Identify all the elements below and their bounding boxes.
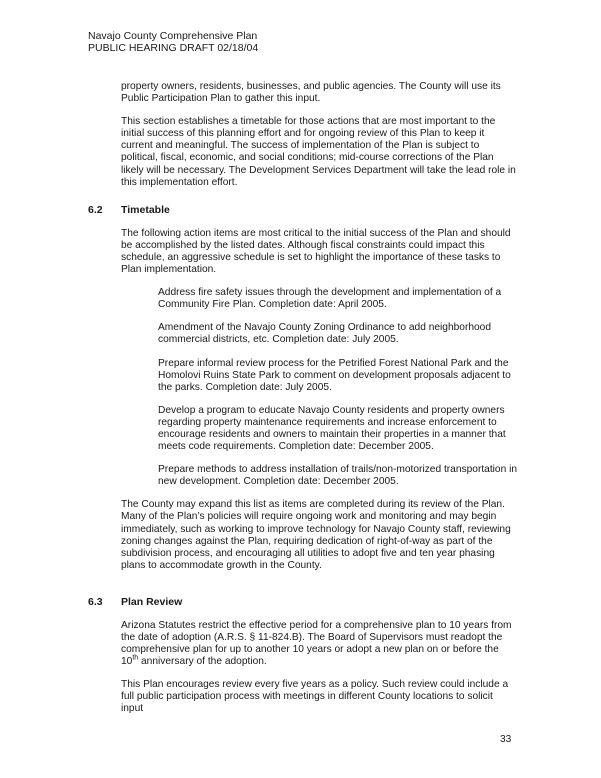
action-item: Amendment of the Navajo County Zoning Ordinance to add neighborhood commercial districts, etc. Completion date: July 2005.	[158, 322, 492, 346]
action-items-list	[121, 287, 517, 488]
intro-paragraph-2: This section establishes a timetable for those actions that are most important to the initial success of this planning effort and for ongoing review of this Plan to keep it current and meaningful. The success of implementation of the Plan is subject to political, fiscal, economic, and social conditions; mid-course corrections of the Plan likely will be necessary. The Development Services Department will take the lead role in this implementation effort.	[121, 116, 516, 188]
section-number: 6.2	[88, 203, 103, 216]
body-text	[88, 81, 518, 727]
plan-review-paragraph-1: Arizona Statutes restrict the effective period for a comprehensive plan to 10 years from the date of adoption (A.R.S. § 11-824.B). The Board of Supervisors must readopt the comprehensive plan for up to another 10 years or adopt a new plan on or before the 10th anniversary of the adoption.	[121, 619, 512, 668]
action-item: Develop a program to educate Navajo County residents and property owners regarding property maintenance requirements and increase enforcement to encourage residents and owners to maintain their properties in a manner that meets code requirements. Completion date: December 2005.	[158, 404, 506, 453]
header-plan-title: Navajo County Comprehensive Plan	[88, 30, 258, 42]
section-number: 6.3	[88, 595, 103, 608]
action-item: Address fire safety issues through the development and implementation of a Community Fire Plan. Completion date: April 2005.	[158, 287, 502, 311]
plan-review-paragraph-2: This Plan encourages review every five years as a policy. Such review could include a full public participation process with meetings in different County locations to solicit input	[121, 679, 509, 715]
section-heading-plan-review	[88, 596, 517, 608]
header-draft-date: PUBLIC HEARING DRAFT 02/18/04	[88, 42, 259, 54]
intro-paragraph-1: property owners, residents, businesses, and public agencies. The County will use its Public Participation Plan to gather this input.	[121, 81, 501, 105]
timetable-intro: The following action items are most critical to the initial success of the Plan and should be accomplished by the listed dates. Although fiscal constraints could impact this schedule, an aggressive schedule is set to highlight the importance of these tasks to Plan implementation.	[121, 227, 511, 276]
section-title: Plan Review	[121, 595, 183, 608]
action-item: Prepare informal review process for the Petrified Forest National Park and the Homolovi Ruins State Park to comment on development proposals adjacent to the parks. Completion date: July 2005.	[158, 357, 511, 393]
running-header	[88, 30, 258, 54]
action-item: Prepare methods to address installation of trails/non-motorized transportation in new development. Completion date: December 2005.	[158, 464, 518, 488]
section-title: Timetable	[121, 203, 170, 216]
timetable-closing: The County may expand this list as items are completed during its review of the Plan. Many of the Plan’s policies will require ongoing work and monitoring and may begin immediately, such as working to improve technology for Navajo County staff, reviewing zoning changes against the Plan, requiring dedication of right-of-way as part of the subdivision process, and encouraging all utilities to adopt five and ten year phasing plans to accommodate growth in the County.	[121, 499, 511, 571]
section-heading-timetable	[88, 204, 517, 216]
page-number: 33	[500, 734, 512, 745]
